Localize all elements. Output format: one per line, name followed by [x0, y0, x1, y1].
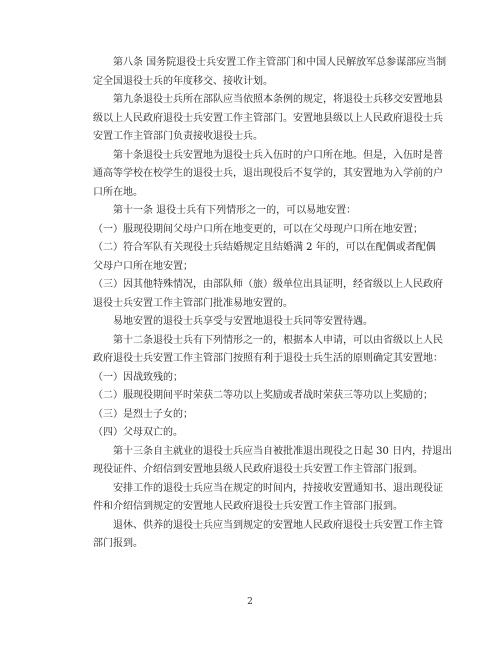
- paragraph-relocation-treatment: [93, 313, 411, 332]
- text-line: 第八条 国务院退役士兵安置工作主管部门和中国人民解放军总参谋部应当制: [93, 57, 447, 68]
- text-line: （一）服现役期间父母户口所在地变更的，可以在父母现户口所在地安置；: [93, 223, 423, 235]
- text-line: 第十一条 退役士兵有下列情形之一的，可以易地安置：: [93, 205, 357, 216]
- paragraph-article-10: [93, 147, 443, 203]
- text-line: 级以上人民政府退役士兵安置工作主管部门。安置地县级以上人民政府退役士兵: [93, 112, 443, 124]
- text-line: （二）符合军队有关现役士兵结婚规定且结婚满 2 年的，可以在配偶或者配偶: [93, 242, 436, 253]
- paragraph-article-13: [93, 443, 453, 480]
- text-line: 第十三条自主就业的退役士兵应当自被批准退出现役之日起 30 日内，持退出: [93, 445, 453, 457]
- paragraph-retired-supported: [93, 517, 443, 554]
- paragraph-assigned-work: [93, 480, 443, 517]
- list-item-12-2: [93, 387, 433, 406]
- text-line: （一）因战致残的；: [93, 371, 183, 383]
- text-line: （三）是烈士子女的；: [93, 408, 193, 420]
- list-item-12-3: [93, 406, 411, 425]
- text-line: （四）父母双亡的。: [93, 427, 183, 438]
- text-line: 安置工作主管部门负责接收退役士兵。: [93, 131, 263, 142]
- text-line: 安排工作的退役士兵应当在规定的时间内，持接收安置通知书、退出现役证: [93, 482, 443, 494]
- text-line: 第十二条退役士兵有下列情形之一的，根据本人申请，可以由省级以上人民: [93, 334, 443, 346]
- text-line: 易地安置的退役士兵享受与安置地退役士兵同等安置待遇。: [93, 316, 373, 327]
- text-line: 现役证件、介绍信到安置地县级人民政府退役士兵安置工作主管部门报到。: [93, 464, 423, 475]
- text-line: 第十条退役士兵安置地为退役士兵入伍时的户口所在地。但是，入伍时是普: [93, 149, 443, 161]
- paragraph-article-9: [93, 91, 443, 147]
- paragraph-article-12: [93, 332, 443, 369]
- text-line: （二）服现役期间平时荣获二等功以上奖励或者战时荣获三等功以上奖励的；: [93, 390, 433, 401]
- document-body: [93, 54, 453, 554]
- list-item-11-3: [93, 276, 443, 313]
- text-line: 退休、供养的退役士兵应当到规定的安置地人民政府退役士兵安置工作主管: [93, 519, 443, 531]
- paragraph-article-11: [93, 202, 411, 221]
- text-line: 父母户口所在地安置；: [93, 260, 193, 272]
- text-line: 口所在地。: [93, 186, 143, 198]
- paragraph-article-8: [93, 54, 447, 91]
- text-line: 定全国退役士兵的年度移交、接收计划。: [93, 75, 273, 87]
- text-line: 通高等学校在校学生的退役士兵，退出现役后不复学的，其安置地为入学前的户: [93, 168, 443, 179]
- text-line: （三）因其他特殊情况，由部队师（旅）级单位出具证明，经省级以上人民政府: [93, 279, 443, 290]
- list-item-11-1: [93, 221, 423, 240]
- text-line: 件和介绍信到规定的安置地人民政府退役士兵安置工作主管部门报到。: [93, 501, 403, 512]
- list-item-12-1: [93, 369, 411, 388]
- page-number: 2: [247, 597, 253, 607]
- list-item-11-2: [93, 239, 436, 276]
- list-item-12-4: [93, 424, 411, 443]
- text-line: 退役士兵安置工作主管部门批准易地安置的。: [93, 297, 293, 309]
- text-line: 部门报到。: [93, 538, 143, 549]
- text-line: 政府退役士兵安置工作主管部门按照有利于退役士兵生活的原则确定其安置地：: [93, 353, 443, 364]
- text-line: 第九条退役士兵所在部队应当依照本条例的规定，将退役士兵移交安置地县: [93, 94, 443, 105]
